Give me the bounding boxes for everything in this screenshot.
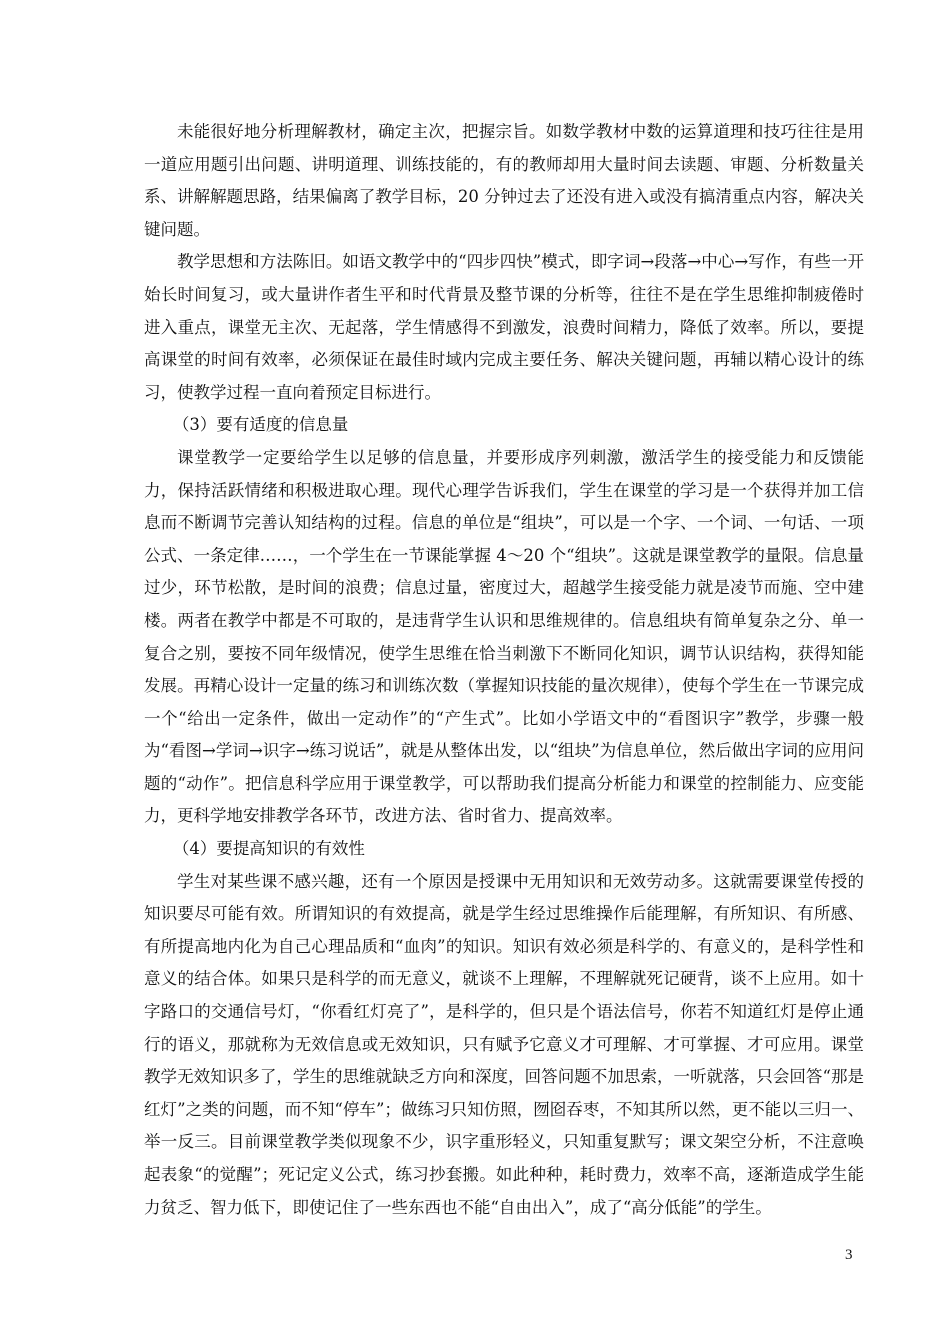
paragraph: 未能很好地分析理解教材，确定主次，把握宗旨。如数学教材中数的运算道理和技巧往往是用一道应用题引出问题、讲明道理、训练技能的，有的教师却用大量时间去读题、审题、分析数量关系、讲解解题思路，结果偏离了教学目标，20 分钟过去了还没有进入或没有搞清重点内容，解决关键问题。 <box>144 122 864 239</box>
page-number: 3 <box>845 1247 853 1263</box>
paragraph: 学生对某些课不感兴趣，还有一个原因是授课中无用知识和无效劳动多。这就需要课堂传授的知识要尽可能有效。所谓知识的有效提高，就是学生经过思维操作后能理解，有所知识、有所感、有所提高地内化为自己心理品质和“血肉”的知识。知识有效必须是科学的、有意义的，是科学性和意义的结合体。如果只是科学的而无意义，就谈不上理解，不理解就死记硬背，谈不上应用。如十字路口的交通信号灯，“你看红灯亮了”，是科学的，但只是个语法信号，你若不知道红灯是停止通行的语义，那就称为无效信息或无效知识，只有赋予它意义才可理解、才可掌握、才可应用。课堂教学无效知识多了，学生的思维就缺乏方向和深度，回答问题不加思索，一听就落，只会回答“那是红灯”之类的问题，而不知“停车”；做练习只知仿照，囫囵吞枣，不知其所以然，更不能以三归一、举一反三。目前课堂教学类似现象不少，识字重形轻义，只知重复默写；课文架空分析，不注意唤起表象“的觉醒”；死记定义公式，练习抄套搬。如此种种，耗时费力，效率不高，逐渐造成学生能力贫乏、智力低下，即使记住了一些东西也不能“自由出入”，成了“高分低能”的学生。 <box>144 871 864 1217</box>
section-heading: （3）要有适度的信息量 <box>172 415 349 435</box>
section-heading: （4）要提高知识的有效性 <box>172 839 365 859</box>
paragraph: 教学思想和方法陈旧。如语文教学中的“四步四快”模式，即字词→段落→中心→写作，有些一开始长时间复习，或大量讲作者生平和时代背景及整节课的分析等，往往不是在学生思维抑制疲倦时进入重点，课堂无主次、无起落，学生情感得不到激发，浪费时间精力，降低了效率。所以，要提高课堂的时间有效率，必须保证在最佳时域内完成主要任务、解决关键问题，再辅以精心设计的练习，使教学过程一直向着预定目标进行。 <box>144 252 864 402</box>
paragraph: 课堂教学一定要给学生以足够的信息量，并要形成序列刺激，激活学生的接受能力和反馈能力，保持活跃情绪和积极进取心理。现代心理学告诉我们，学生在课堂的学习是一个获得并加工信息而不断调节完善认知结构的过程。信息的单位是“组块”，可以是一个字、一个词、一句话、一项公式、一条定律……，一个学生在一节课能掌握 4～20 个“组块”。这就是课堂教学的量限。信息量过少，环节松散，是时间的浪费；信息过量，密度过大，超越学生接受能力就是凌节而施、空中建楼。两者在教学中都是不可取的，是违背学生认识和思维规律的。信息组块有简单复杂之分、单一复合之别，要按不同年级情况，使学生思维在恰当刺激下不断同化知识，调节认识结构，获得知能发展。再精心设计一定量的练习和训练次数（掌握知识技能的量次规律），使每个学生在一节课完成一个“给出一定条件，做出一定动作”的“产生式”。比如小学语文中的“看图识字”教学，步骤一般为“看图→学词→识字→练习说话”，就是从整体出发，以“组块”为信息单位，然后做出字词的应用问题的“动作”。把信息科学应用于课堂教学，可以帮助我们提高分析能力和课堂的控制能力、应变能力，更科学地安排教学各环节，改进方法、省时省力、提高效率。 <box>144 447 864 826</box>
document-body <box>144 116 864 1224</box>
